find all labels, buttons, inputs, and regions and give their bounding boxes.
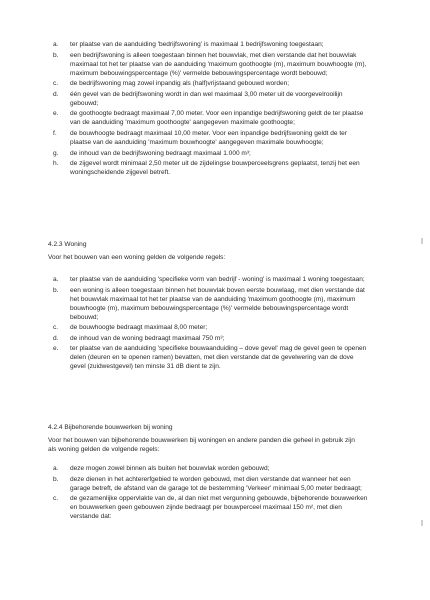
list-item-text: deze mogen zowel binnen als buiten het bouwvlak worden gebouwd; [70,465,270,472]
list-item [0,150,369,159]
list-item [0,465,369,474]
list-item [0,52,369,79]
list-marker: e. [53,345,59,353]
list-marker: g. [53,149,59,157]
section-heading-4-2-4: 4.2.4 Bijbehorende bouwwerken bij woning [48,424,173,431]
bedrijfswoning-rules-list [0,41,430,178]
list-marker: c. [53,324,59,332]
list-item-text: de zijgevel wordt minimaal 2,50 meter uit de zijdelingse bouwperceelsgrens geplaatst, tenzij het een woningscheidende zijgevel betreft. [70,160,360,177]
scan-edge-mark [421,520,423,526]
list-item-text: de inhoud van de woning bedraagt maximaal 750 m³; [70,334,225,342]
woning-rules-list [0,276,430,372]
scan-edge-mark [421,238,423,244]
list-marker: b. [53,475,59,483]
list-item [0,276,369,285]
list-marker: e. [53,110,59,118]
section-heading-4-2-3: 4.2.3 Woning [48,241,87,248]
list-item-text: deze dienen in het achtererfgebied te worden gebouwd, met dien verstande dat wanneer het een garage betreft, de afstand van de garage tot de bestemming 'Verkeer' minimaal 5,00 meter bedraagt; [70,475,362,492]
list-item-text: ter plaatse van de aanduiding 'specifieke bouwaanduiding – dove gevel' mag de gevel geen te openen delen (deuren en te openen ramen) bevatten, met dien verstande dat de gevelwering van de dove gevel (zuidwestgevel) ten minste 31 dB dient te zijn. [70,345,367,371]
list-item-text: een woning is alleen toegestaan binnen het bouwvlak boven eerste bouwlaag, met dien verstande dat het bouwvlak maximaal tot het ter plaatse van de aanduiding 'maximum goothoogte (m), maximum bouwhoogte (m), maximum bebouwingspercentage (%)' vermelde bebouwingspercentage wordt bebouwd; [70,286,365,321]
list-item [0,335,369,344]
list-item [0,110,369,128]
list-item-text: de bedrijfswoning mag zowel inpandig als (half)vrijstaand gebouwd worden; [70,80,290,88]
list-marker: h. [53,160,59,168]
list-item-text: de gezamenlijke oppervlakte van de, al dan niet met vergunning gebouwde, bijbehorende bouwwerken en bouwwerken geen gebouwen zijnde bedraagt per bouwperceel maximaal 150 m², met dien verstande dat: [70,495,368,521]
list-marker: f. [53,130,57,138]
list-marker: d. [53,90,59,98]
list-marker: c. [53,80,59,88]
list-marker: b. [53,286,59,294]
list-item [0,160,369,178]
list-item-text: de bouwhoogte bedraagt maximaal 8,00 meter; [70,324,208,332]
list-item [0,345,369,372]
list-item [0,495,369,522]
bijbehorende-bouwwerken-rules-list [0,465,430,522]
list-item-text: ter plaatse van de aanduiding 'bedrijfswoning' is maximaal 1 bedrijfswoning toegestaan; [70,41,324,48]
list-item-text: een bedrijfswoning is alleen toegestaan binnen het bouwvlak, met dien verstande dat het bouwvlak maximaal tot het ter plaatse van de aanduiding 'maximum goothoogte (m), maximum bouwhoogte (m), maximum bebouwingspercentage (%)' vermelde bebouwingspercentage wordt bebouwd; [70,51,367,77]
list-item-text: de inhoud van de bedrijfswoning bedraagt maximaal 1.000 m³; [70,149,251,157]
section-intro-4-2-3: Voor het bouwen van een woning gelden de volgende regels: [48,254,226,261]
list-item-text: de bouwhoogte bedraagt maximaal 10,00 meter. Voor een inpandige bedrijfswoning geldt de ter plaatse van de aanduiding 'maximum bouwhoogte' aangegeven maximale bouwhoogte; [70,130,347,146]
list-marker: a. [53,465,59,472]
list-item-text: één gevel van de bedrijfswoning wordt in dan wel maximaal 3,00 meter uit de voorgevelrooilijn gebouwd; [70,90,343,107]
list-item [0,80,369,89]
list-item [0,324,369,333]
list-item-text: ter plaatse van de aanduiding 'specifieke vorm van bedrijf - woning' is maximaal 1 woning toegestaan; [70,276,365,283]
list-item [0,476,369,494]
list-item [0,41,369,50]
list-marker: d. [53,334,59,342]
section-intro-4-2-4: Voor het bouwen van bijbehorende bouwwerken bij woningen en andere panden die geheel in gebruik zijn als woning gelden de volgende regels: [48,437,355,453]
list-item [0,130,369,148]
list-marker: b. [53,51,59,59]
list-item-text: de goothoogte bedraagt maximaal 7,00 meter. Voor een inpandige bedrijfswoning geldt de ter plaatse van de aanduiding 'maximum goothoogte' aangegeven maximale goothoogte; [70,110,364,127]
list-marker: a. [53,41,59,48]
list-item [0,91,369,109]
list-marker: a. [53,276,59,283]
list-marker: c. [53,495,59,503]
list-item [0,287,369,323]
